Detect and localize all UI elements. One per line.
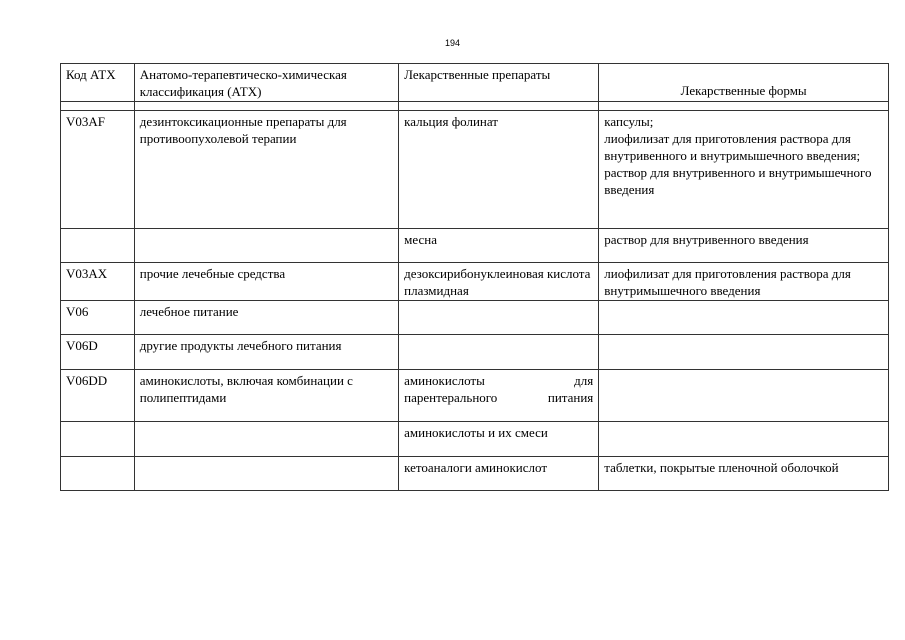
form-line: раствор для внутривенного и внутримышечного введения xyxy=(604,165,872,197)
cell-forms xyxy=(599,422,889,457)
cell-drug xyxy=(399,335,599,370)
cell-forms xyxy=(599,370,889,422)
cell-code: V06DD xyxy=(61,370,135,422)
cell-forms xyxy=(599,111,889,229)
cell-code xyxy=(61,422,135,457)
table-row xyxy=(61,457,889,491)
cell-forms xyxy=(599,301,889,335)
cell-forms xyxy=(599,229,889,263)
form-line: лиофилизат для приготовления раствора для внутривенного и внутримышечного введения; xyxy=(604,131,861,163)
cell-classification xyxy=(134,457,398,491)
table-row xyxy=(61,301,889,335)
cell-code: V06 xyxy=(61,301,135,335)
cell-code: V03AF xyxy=(61,111,135,229)
cell-classification: лечебное питание xyxy=(134,301,398,335)
spacer-cell xyxy=(134,102,398,111)
cell-drug: кетоаналоги аминокислот xyxy=(399,457,599,491)
table-row xyxy=(61,422,889,457)
header-forms-label: Лекарственные формы xyxy=(680,83,807,98)
form-line: капсулы; xyxy=(604,114,654,129)
table-spacer-row xyxy=(61,102,889,111)
cell-forms xyxy=(599,263,889,301)
cell-classification: другие продукты лечебного питания xyxy=(134,335,398,370)
cell-drug: аминокислоты и их смеси xyxy=(399,422,599,457)
table-row xyxy=(61,335,889,370)
table-row xyxy=(61,111,889,229)
cell-classification: аминокислоты, включая комбинации с полипептидами xyxy=(134,370,398,422)
spacer-cell xyxy=(599,102,889,111)
form-line: лиофилизат для приготовления раствора для внутримышечного введения xyxy=(604,266,851,298)
cell-drug: месна xyxy=(399,229,599,263)
cell-drug: кальция фолинат xyxy=(399,111,599,229)
header-drugs: Лекарственные препараты xyxy=(399,64,599,102)
form-line: таблетки, покрытые пленочной оболочкой xyxy=(604,460,839,475)
cell-forms xyxy=(599,335,889,370)
spacer-cell xyxy=(399,102,599,111)
table-row xyxy=(61,229,889,263)
header-classification: Анатомо-терапевтическо-химическая классификация (АТХ) xyxy=(134,64,398,102)
cell-code: V06D xyxy=(61,335,135,370)
table-header-row xyxy=(61,64,889,102)
cell-forms xyxy=(599,457,889,491)
cell-drug xyxy=(399,301,599,335)
table-row xyxy=(61,263,889,301)
spacer-cell xyxy=(61,102,135,111)
cell-classification: прочие лечебные средства xyxy=(134,263,398,301)
page-number: 194 xyxy=(444,38,461,48)
header-forms xyxy=(599,64,889,102)
cell-drug: дезоксирибонуклеиновая кислота плазмидная xyxy=(399,263,599,301)
form-line: раствор для внутривенного введения xyxy=(604,232,809,247)
cell-classification xyxy=(134,229,398,263)
cell-drug: аминокислоты для парентерального питания xyxy=(399,370,599,422)
header-code: Код АТХ xyxy=(61,64,135,102)
cell-code: V03AX xyxy=(61,263,135,301)
atx-table xyxy=(60,63,889,491)
cell-code xyxy=(61,457,135,491)
table-row xyxy=(61,370,889,422)
cell-classification xyxy=(134,422,398,457)
cell-classification: дезинтоксикационные препараты для противоопухолевой терапии xyxy=(134,111,398,229)
cell-code xyxy=(61,229,135,263)
